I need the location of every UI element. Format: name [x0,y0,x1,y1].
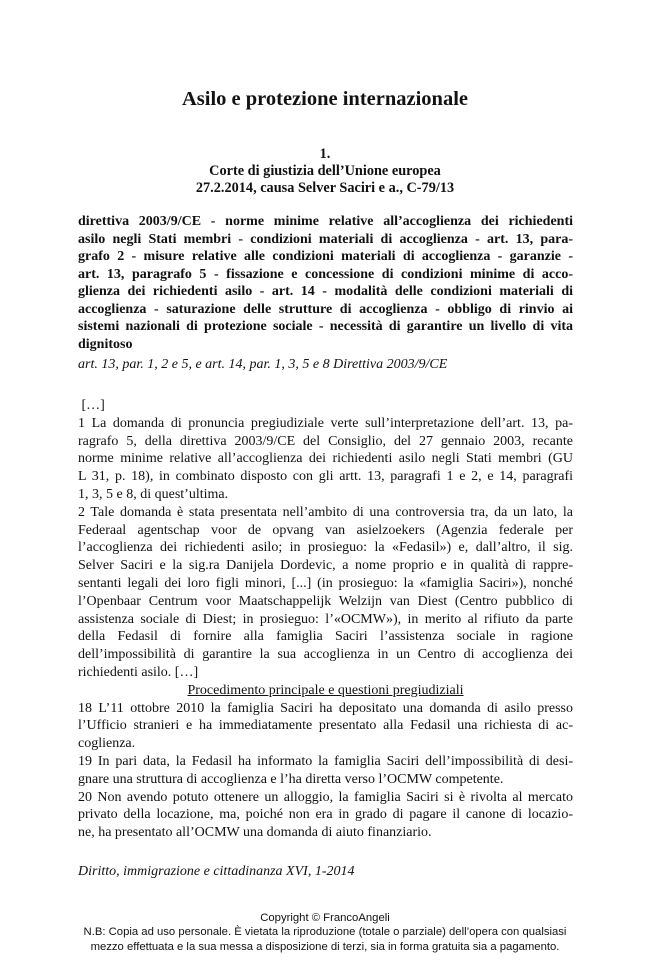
paragraph-line: dell’impossibilità di garantire la sua accoglienza in un Centro di accoglienza dei [78,647,573,663]
keywords-line: dignitoso [78,336,133,352]
journal-citation: Diritto, immigrazione e cittadinanza XVI, 1-2014 [78,864,355,879]
paragraph-line: 2 Tale domanda è stata presentata nell’ambito di una controversia tra, da un lato, la [78,504,573,520]
case-date-reference: 27.2.2014, causa Selver Saciri e a., C-79/13 [195,180,455,196]
paragraph-line: l’accoglienza dei richiedenti asilo; in prosieguo: la «Fedasil») e, dall’altro, il sig. [78,540,573,556]
court-name: Corte di giustizia dell’Unione europea [209,163,441,179]
paragraph-line: gnare una struttura di accoglienza e l’ha diretta verso l’OCMW competente. [78,771,504,787]
legal-references: art. 13, par. 1, 2 e 5, e art. 14, par. 1, 3, 5 e 8 Direttiva 2003/9/CE [78,357,448,372]
paragraph-line: 19 In pari data, la Fedasil ha informato la famiglia Saciri dell’impossibilità di desi- [78,753,573,769]
keywords-line: asilo negli Stati membri - condizioni materiali di accoglienza - art. 13, para- [78,231,573,247]
page-title: Asilo e protezione internazionale [181,88,468,110]
paragraph-line: assistenza sociale di Diest; in prosieguo: l’«OCMW»), in merito al rifiuto da parte [78,611,573,627]
paragraph-line: ne, ha presentato all’OCMW una domanda di aiuto finanziario. [78,825,432,841]
judgment-text [78,397,573,842]
paragraph-line: 20 Non avendo potuto ottenere un alloggio, la famiglia Saciri si è rivolta al mercato [78,789,573,805]
paragraph-line: Selver Saciri e la sig.ra Danijela Dordevic, a nome proprio e in qualità di rappre- [78,558,573,574]
case-number: 1. [319,146,331,162]
paragraph-line: ragrafo 5, della direttiva 2003/9/CE del Consiglio, del 27 gennaio 2003, recante [78,433,573,449]
paragraph-line: l’Ufficio stranieri e ha immediatamente presentato alla Fedasil una richiesta di ac- [78,718,573,734]
paragraph-line: l’Openbaar Centrum voor Maatschappelijk Welzijn van Diest (Centro pubblico di [78,593,573,609]
keywords-block [78,213,573,353]
paragraph-line: coglienza. [78,736,136,752]
usage-notice-line: N.B: Copia ad uso personale. È vietata la riproduzione (totale o parziale) dell’opera con qualsiasi [83,926,567,939]
copyright-line: Copyright © FrancoAngeli [260,912,390,924]
paragraph-line: richiedenti asilo. […] [78,664,199,680]
paragraph-line: L 31, p. 18), in combinato disposto con gli artt. 13, paragrafi 1 e 2, e 14, paragrafi [78,469,573,485]
paragraph-line: privato della locazione, ma, poiché non era in grado di pagare il canone di locazio- [78,807,573,823]
usage-notice-line: mezzo effettuata e la sua messa a disposizione di terzi, sia in forma gratuita sia a pagamento. [90,940,560,953]
paragraph-line: 1 La domanda di pronuncia pregiudiziale verte sull’interpretazione dell’art. 13, pa- [78,415,573,431]
paragraph-line: Federaal agentschap voor de opvang van asielzoekers (Agenzia federale per [78,522,573,538]
keywords-line: direttiva 2003/9/CE - norme minime relative all’accoglienza dei richiedenti [78,214,573,229]
keywords-line: art. 13, paragrafo 5 - fissazione e concessione di condizioni minime di acco- [78,266,573,282]
keywords-line: accoglienza - saturazione delle strutture di accoglienza - obbligo di rinvio ai [78,301,573,317]
keywords-line: grafo 2 - misure relative alle condizioni materiali di accoglienza - garanzie - [78,249,573,264]
paragraph-line: 18 L’11 ottobre 2010 la famiglia Saciri ha depositato una domanda di asilo presso [78,700,573,716]
keywords-line: sistemi nazionali di protezione sociale - necessità di garantire un livello di vita [78,319,573,334]
keywords-line: glienza dei richiedenti asilo - art. 14 - modalità delle condizioni materiali di [78,284,573,299]
paragraph-line: della Fedasil di fornire alla famiglia Saciri l’assistenza sociale in ragione [78,629,573,645]
section-subheading: Procedimento principale e questioni pregiudiziali [187,682,464,698]
copyright-notice [0,911,650,954]
ellipsis-marker: […] [78,398,105,413]
paragraph-line: sentanti legali dei loro figli minori, [...] (in prosieguo: la «famiglia Saciri»), nonché [78,575,573,591]
paragraph-line: norme minime relative all’accoglienza dei richiedenti asilo negli Stati membri (GU [78,451,573,467]
paragraph-line: 1, 3, 5 e 8, di quest’ultima. [78,486,229,502]
case-heading [0,146,650,197]
